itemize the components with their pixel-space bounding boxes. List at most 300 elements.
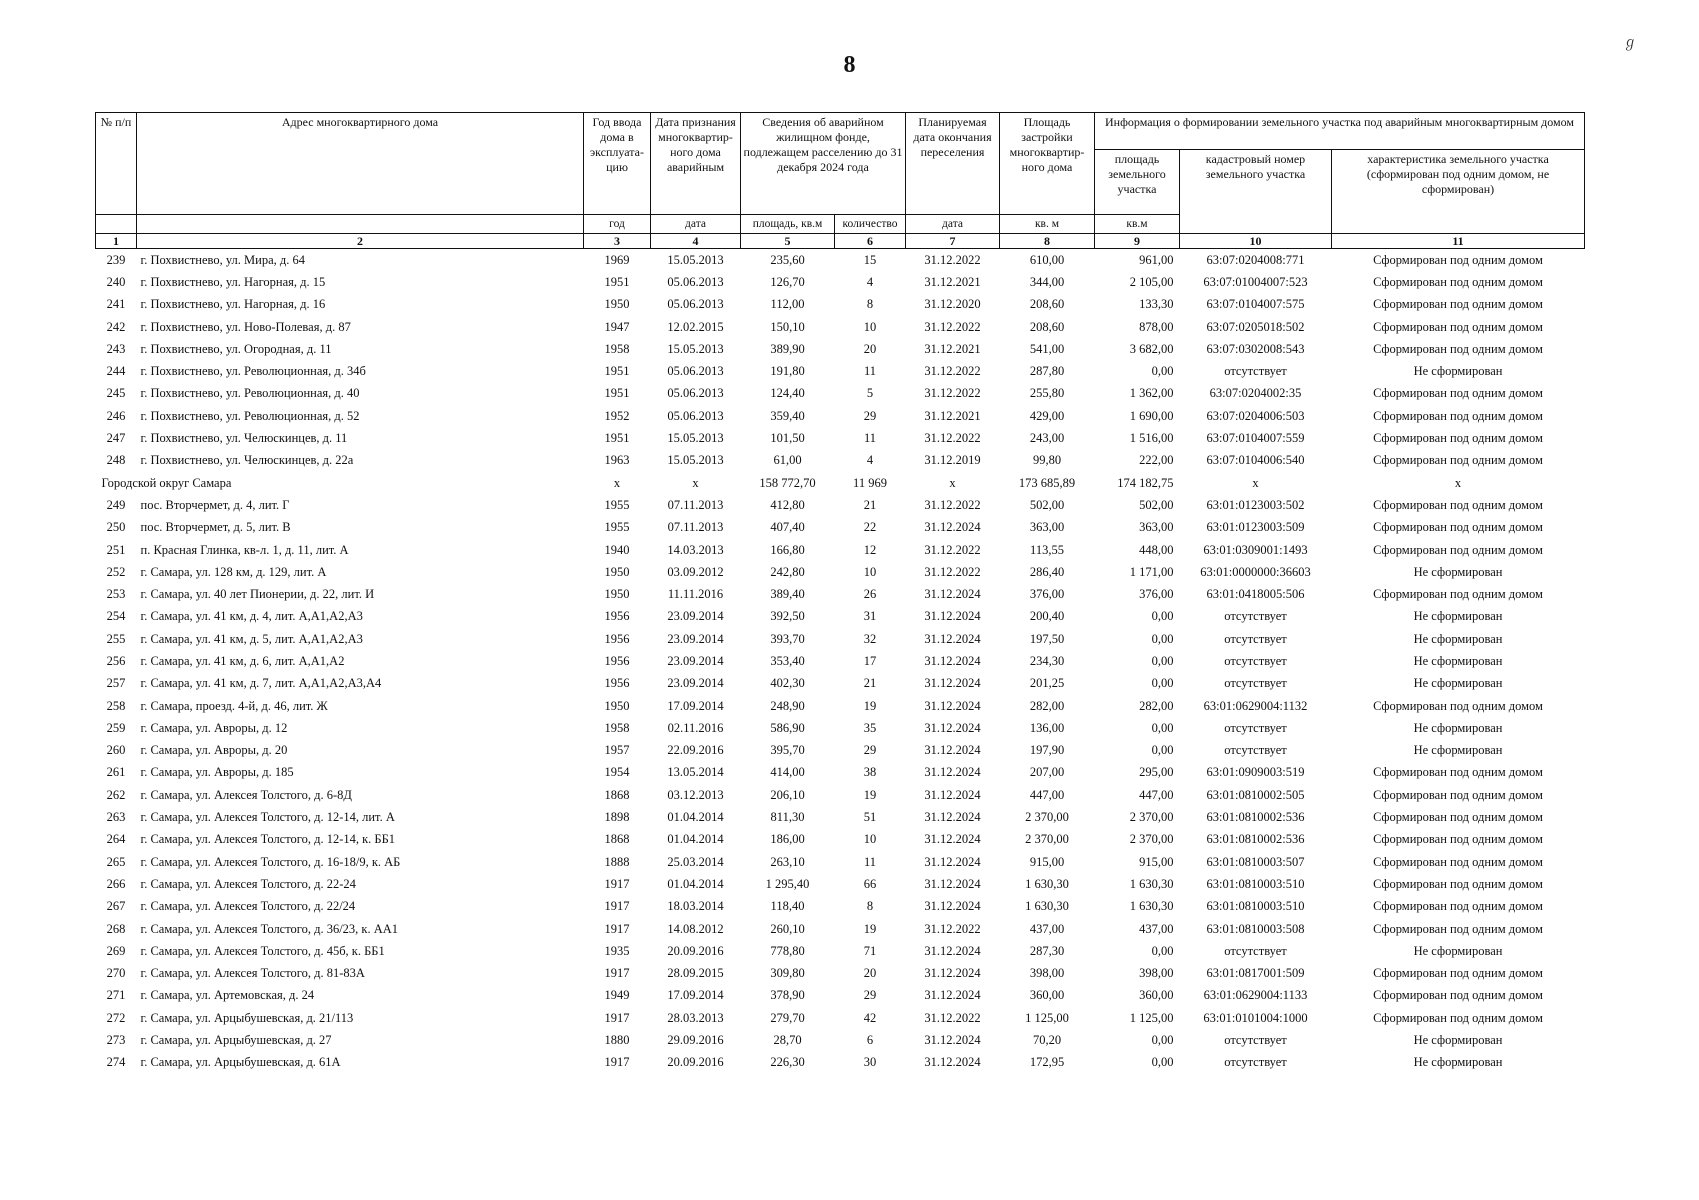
row-date: 03.09.2012 xyxy=(667,564,724,579)
row-planned-date: 31.12.2024 xyxy=(924,765,981,780)
table-row xyxy=(96,494,1585,516)
row-land-area: 2 105,00 xyxy=(1129,274,1174,289)
table-row xyxy=(96,985,1585,1007)
row-planned-date: 31.12.2024 xyxy=(924,787,981,802)
row-number: 262 xyxy=(106,787,126,802)
row-built-area: 286,40 xyxy=(1029,564,1065,579)
row-address: г. Самара, ул. Алексея Толстого, д. 36/23, к. АА1 xyxy=(140,921,399,936)
table-row xyxy=(96,1029,1585,1051)
row-count: 11 xyxy=(863,364,877,379)
row-land-area: 1 362,00 xyxy=(1129,386,1174,401)
row-year: 1917 xyxy=(604,966,630,981)
row-address: г. Самара, ул. 41 км, д. 4, лит. А,А1,А2,А3 xyxy=(140,609,363,624)
row-land-status: Не сформирован xyxy=(1413,564,1503,579)
row-land-status: Не сформирован xyxy=(1413,653,1503,668)
row-land-area: 0,00 xyxy=(1151,653,1174,668)
row-built-area: 287,30 xyxy=(1029,943,1065,958)
row-date: 23.09.2014 xyxy=(667,609,724,624)
row-address: г. Самара, ул. Арцыбушевская, д. 61А xyxy=(140,1055,341,1070)
page-number: 8 xyxy=(843,52,856,78)
row-date: 13.05.2014 xyxy=(667,765,724,780)
row-cadastral: отсутствует xyxy=(1224,1033,1287,1048)
row-land-status: Не сформирован xyxy=(1413,1055,1503,1070)
row-area: 126,70 xyxy=(770,274,805,289)
row-number: 245 xyxy=(106,386,126,401)
row-count: 10 xyxy=(863,564,877,579)
row-built-area: 70,20 xyxy=(1032,1033,1062,1048)
row-number: 261 xyxy=(106,765,126,780)
row-land-area: 2 370,00 xyxy=(1129,832,1174,847)
row-date: 29.09.2016 xyxy=(667,1033,724,1048)
row-year: 1951 xyxy=(604,274,630,289)
row-count: 10 xyxy=(863,832,877,847)
row-number: 269 xyxy=(106,943,126,958)
row-address: г. Самара, ул. 41 км, д. 6, лит. А,А1,А2 xyxy=(140,653,345,668)
table-row xyxy=(96,338,1585,360)
row-land-area: 360,00 xyxy=(1139,988,1174,1003)
row-land-area: 961,00 xyxy=(1139,252,1174,267)
row-land-area: 0,00 xyxy=(1151,609,1174,624)
unit-num xyxy=(96,215,137,234)
row-built-area: 1 125,00 xyxy=(1025,1010,1069,1025)
row-number: 254 xyxy=(106,609,126,624)
row-date: 17.09.2014 xyxy=(667,698,724,713)
row-area: 407,40 xyxy=(770,520,805,535)
row-cadastral: 63:01:0810003:508 xyxy=(1206,921,1305,936)
row-number: 246 xyxy=(106,408,126,423)
row-cadastral: 63:01:0101004:1000 xyxy=(1203,1010,1308,1025)
col-number: 7 xyxy=(906,234,1000,249)
row-built-area: 197,50 xyxy=(1029,631,1065,646)
row-number: 242 xyxy=(106,319,126,334)
row-number: 268 xyxy=(106,921,126,936)
row-year: 1954 xyxy=(604,765,630,780)
row-land-area: 1 690,00 xyxy=(1129,408,1174,423)
row-cadastral: отсутствует xyxy=(1224,743,1287,758)
row-count: 12 xyxy=(863,542,877,557)
row-address: г. Самара, ул. Алексея Толстого, д. 12-14, лит. А xyxy=(140,810,395,825)
table-row xyxy=(96,851,1585,873)
row-count: 32 xyxy=(863,631,877,646)
row-year: 1947 xyxy=(604,319,630,334)
unit-year: год xyxy=(584,215,651,234)
row-built-area: 172,95 xyxy=(1029,1055,1065,1070)
row-built-area: 208,60 xyxy=(1029,297,1065,312)
row-date: 15.05.2013 xyxy=(667,252,724,267)
row-land-area: 398,00 xyxy=(1139,966,1174,981)
row-number: 244 xyxy=(106,364,126,379)
unit-area: площадь, кв.м xyxy=(741,215,835,234)
row-address: г. Похвистнево, ул. Челюскинцев, д. 22а xyxy=(140,453,354,468)
row-address: г. Самара, проезд. 4-й, д. 46, лит. Ж xyxy=(140,698,328,713)
row-land-area: 0,00 xyxy=(1151,720,1174,735)
row-land-status: Не сформирован xyxy=(1413,631,1503,646)
row-count: 30 xyxy=(863,1055,877,1070)
row-count: 4 xyxy=(866,453,874,468)
row-land-status: х xyxy=(1454,475,1462,490)
row-built-area: 282,00 xyxy=(1029,698,1065,713)
table-row xyxy=(96,873,1585,895)
row-count: 20 xyxy=(863,966,877,981)
row-area: 395,70 xyxy=(770,743,805,758)
row-date: 01.04.2014 xyxy=(667,832,724,847)
col-number: 1 xyxy=(96,234,137,249)
row-date: 18.03.2014 xyxy=(667,899,724,914)
row-land-status: Не сформирован xyxy=(1413,743,1503,758)
row-number: 259 xyxy=(106,720,126,735)
row-count: 51 xyxy=(863,810,877,825)
row-address: г. Похвистнево, ул. Нагорная, д. 16 xyxy=(140,297,326,312)
row-land-status: Сформирован под одним домом xyxy=(1373,787,1543,802)
row-planned-date: 31.12.2019 xyxy=(924,453,981,468)
row-land-area: 0,00 xyxy=(1151,943,1174,958)
row-date: 03.12.2013 xyxy=(667,787,724,802)
row-built-area: 197,90 xyxy=(1029,743,1065,758)
row-year: 1969 xyxy=(604,252,630,267)
row-cadastral: 63:01:0909003:519 xyxy=(1206,765,1305,780)
row-planned-date: 31.12.2022 xyxy=(924,564,981,579)
row-land-status: Сформирован под одним домом xyxy=(1373,810,1543,825)
row-land-status: Не сформирован xyxy=(1413,943,1503,958)
row-year: 1956 xyxy=(604,676,630,691)
row-planned-date: 31.12.2024 xyxy=(924,676,981,691)
col-number: 5 xyxy=(741,234,835,249)
row-built-area: 234,30 xyxy=(1029,653,1065,668)
row-date: 05.06.2013 xyxy=(667,364,724,379)
row-built-area: 136,00 xyxy=(1029,720,1065,735)
row-address: г. Самара, ул. Артемовская, д. 24 xyxy=(140,988,315,1003)
header-planned: Планируемая дата окончания переселения xyxy=(906,113,1000,215)
row-address: г. Самара, ул. Алексея Толстого, д. 6-8Д xyxy=(140,787,352,802)
row-land-area: 502,00 xyxy=(1139,497,1174,512)
row-count: 11 xyxy=(863,854,877,869)
row-date: 05.06.2013 xyxy=(667,297,724,312)
row-address: г. Самара, ул. Алексея Толстого, д. 22/24 xyxy=(140,899,356,914)
row-land-status: Не сформирован xyxy=(1413,364,1503,379)
row-number: 260 xyxy=(106,743,126,758)
row-address: г. Самара, ул. Авроры, д. 12 xyxy=(140,720,288,735)
table-body xyxy=(96,249,1585,1074)
row-address: г. Похвистнево, ул. Революционная, д. 34б xyxy=(140,364,366,379)
row-count: 15 xyxy=(863,252,877,267)
row-built-area: 207,00 xyxy=(1029,765,1065,780)
row-date: 20.09.2016 xyxy=(667,943,724,958)
header-fund: Сведения об аварийном жилищном фонде, подлежащем расселению до 31 декабря 2024 года xyxy=(741,113,906,215)
row-date: 17.09.2014 xyxy=(667,988,724,1003)
row-date: 28.03.2013 xyxy=(667,1010,724,1025)
row-area: 206,10 xyxy=(770,787,805,802)
row-address: пос. Вторчермет, д. 4, лит. Г xyxy=(140,497,290,512)
row-date: 12.02.2015 xyxy=(667,319,724,334)
row-planned-date: 31.12.2024 xyxy=(924,988,981,1003)
row-built-area: 1 630,30 xyxy=(1025,876,1069,891)
row-land-area: 437,00 xyxy=(1139,921,1174,936)
row-built-area: 447,00 xyxy=(1029,787,1065,802)
row-date: 01.04.2014 xyxy=(667,810,724,825)
row-land-status: Сформирован под одним домом xyxy=(1373,453,1543,468)
row-address: г. Самара, ул. Авроры, д. 20 xyxy=(140,743,288,758)
row-count: 19 xyxy=(863,698,877,713)
row-cadastral: 63:07:0104007:575 xyxy=(1206,297,1305,312)
table-row xyxy=(96,405,1585,427)
row-land-status: Не сформирован xyxy=(1413,676,1503,691)
row-planned-date: 31.12.2022 xyxy=(924,921,981,936)
row-year: 1949 xyxy=(604,988,630,1003)
unit-planned: дата xyxy=(906,215,1000,234)
row-land-status: Сформирован под одним домом xyxy=(1373,899,1543,914)
row-planned-date: 31.12.2024 xyxy=(924,1055,981,1070)
header-land-char: характеристика земельного участка (сформирован под одним домом, не сформирован) xyxy=(1332,150,1585,234)
row-date: 02.11.2016 xyxy=(667,720,724,735)
row-built-area: 99,80 xyxy=(1032,453,1062,468)
row-planned-date: 31.12.2022 xyxy=(924,1010,981,1025)
row-planned-date: 31.12.2022 xyxy=(924,386,981,401)
row-land-status: Сформирован под одним домом xyxy=(1373,988,1543,1003)
row-cadastral: отсутствует xyxy=(1224,720,1287,735)
row-area: 392,50 xyxy=(770,609,805,624)
row-year: 1956 xyxy=(604,653,630,668)
row-count: 19 xyxy=(863,787,877,802)
table-row xyxy=(96,517,1585,539)
row-land-area: 448,00 xyxy=(1139,542,1174,557)
row-area: 242,80 xyxy=(770,564,805,579)
row-address: г. Похвистнево, ул. Мира, д. 64 xyxy=(140,252,305,267)
row-year: 1917 xyxy=(604,876,630,891)
row-cadastral: 63:01:0000000:36603 xyxy=(1200,564,1311,579)
row-area: 150,10 xyxy=(770,319,805,334)
row-area: 248,90 xyxy=(770,698,805,713)
row-planned-date: 31.12.2024 xyxy=(924,631,981,646)
row-number: 253 xyxy=(106,587,126,602)
row-number: 264 xyxy=(106,832,126,847)
row-land-status: Сформирован под одним домом xyxy=(1373,520,1543,535)
row-planned-date: 31.12.2024 xyxy=(924,854,981,869)
table-row xyxy=(96,806,1585,828)
row-area: 124,40 xyxy=(770,386,805,401)
header-cadastral: кадастровый номер земельного участка xyxy=(1180,150,1332,234)
row-cadastral: отсутствует xyxy=(1224,364,1287,379)
unit-land: кв.м xyxy=(1095,215,1180,234)
row-number: 266 xyxy=(106,876,126,891)
row-planned-date: 31.12.2024 xyxy=(924,832,981,847)
row-number: 240 xyxy=(106,274,126,289)
table-row xyxy=(96,249,1585,272)
row-count: 71 xyxy=(863,943,877,958)
region-name: Городской округ Самара xyxy=(101,475,232,490)
row-land-status: Сформирован под одним домом xyxy=(1373,587,1543,602)
row-land-area: 878,00 xyxy=(1139,319,1174,334)
row-land-area: 2 370,00 xyxy=(1129,810,1174,825)
row-land-status: Сформирован под одним домом xyxy=(1373,341,1543,356)
row-land-status: Сформирован под одним домом xyxy=(1373,386,1543,401)
row-land-area: 0,00 xyxy=(1151,1033,1174,1048)
row-year: 1917 xyxy=(604,899,630,914)
row-land-status: Сформирован под одним домом xyxy=(1373,832,1543,847)
table-row xyxy=(96,896,1585,918)
row-land-area: 915,00 xyxy=(1139,854,1174,869)
row-count: 5 xyxy=(866,386,874,401)
col-number: 4 xyxy=(651,234,741,249)
row-year: х xyxy=(613,475,621,490)
row-planned-date: 31.12.2022 xyxy=(924,364,981,379)
row-date: 07.11.2013 xyxy=(667,497,724,512)
row-count: 10 xyxy=(863,319,877,334)
table-row xyxy=(96,271,1585,293)
row-address: г. Самара, ул. Арцыбушевская, д. 21/113 xyxy=(140,1010,354,1025)
row-address: г. Самара, ул. Алексея Толстого, д. 45б, к. ББ1 xyxy=(140,943,385,958)
row-cadastral: отсутствует xyxy=(1224,653,1287,668)
row-count: 20 xyxy=(863,341,877,356)
header-address: Адрес многоквартирного дома xyxy=(137,113,584,215)
row-year: 1950 xyxy=(604,587,630,602)
row-area: 101,50 xyxy=(770,431,805,446)
table-row xyxy=(96,1007,1585,1029)
row-land-status: Сформирован под одним домом xyxy=(1373,408,1543,423)
row-built-area: 200,40 xyxy=(1029,609,1065,624)
row-number: 243 xyxy=(106,341,126,356)
row-land-area: 295,00 xyxy=(1139,765,1174,780)
row-cadastral: 63:01:0123003:502 xyxy=(1206,497,1305,512)
row-year: 1955 xyxy=(604,520,630,535)
row-area: 226,30 xyxy=(770,1055,805,1070)
row-count: 22 xyxy=(863,520,877,535)
row-year: 1950 xyxy=(604,698,630,713)
row-address: г. Похвистнево, ул. Революционная, д. 40 xyxy=(140,386,360,401)
header-year: Год ввода дома в эксплуата-цию xyxy=(584,113,651,215)
row-land-area: 0,00 xyxy=(1151,743,1174,758)
row-date: 14.03.2013 xyxy=(667,542,724,557)
row-land-status: Сформирован под одним домом xyxy=(1373,319,1543,334)
row-cadastral: 63:01:0309001:1493 xyxy=(1203,542,1308,557)
row-land-area: 1 125,00 xyxy=(1129,1010,1174,1025)
row-built-area: 2 370,00 xyxy=(1025,810,1069,825)
table-row xyxy=(96,650,1585,672)
row-planned-date: 31.12.2024 xyxy=(924,698,981,713)
row-built-area: 2 370,00 xyxy=(1025,832,1069,847)
row-land-area: 447,00 xyxy=(1139,787,1174,802)
row-cadastral: отсутствует xyxy=(1224,676,1287,691)
row-planned-date: 31.12.2022 xyxy=(924,319,981,334)
row-area: 811,30 xyxy=(770,810,805,825)
row-land-area: 0,00 xyxy=(1151,676,1174,691)
row-cadastral: 63:01:0629004:1132 xyxy=(1203,698,1308,713)
row-planned-date: 31.12.2024 xyxy=(924,743,981,758)
row-number: 252 xyxy=(106,564,126,579)
row-cadastral: х xyxy=(1252,475,1259,490)
row-address: г. Самара, ул. Алексея Толстого, д. 16-18/9, к. АБ xyxy=(140,854,401,869)
row-year: 1917 xyxy=(604,921,630,936)
row-area: 1 295,40 xyxy=(765,876,810,891)
row-area: 166,80 xyxy=(770,542,805,557)
row-planned-date: 31.12.2020 xyxy=(924,297,981,312)
row-number: 250 xyxy=(106,520,126,535)
row-area: 118,40 xyxy=(770,899,805,914)
row-planned-date: 31.12.2022 xyxy=(924,497,981,512)
row-planned-date: 31.12.2024 xyxy=(924,876,981,891)
row-count: 35 xyxy=(863,720,877,735)
row-planned-date: 31.12.2024 xyxy=(924,609,981,624)
row-year: 1898 xyxy=(604,810,630,825)
row-built-area: 344,00 xyxy=(1029,274,1065,289)
row-count: 21 xyxy=(863,676,877,691)
row-address: п. Красная Глинка, кв-л. 1, д. 11, лит. А xyxy=(140,542,349,557)
row-year: 1950 xyxy=(604,564,630,579)
row-date: 23.09.2014 xyxy=(667,631,724,646)
row-date: 05.06.2013 xyxy=(667,274,724,289)
table-row xyxy=(96,427,1585,449)
row-count: 8 xyxy=(866,899,874,914)
row-built-area: 360,00 xyxy=(1029,988,1065,1003)
row-number: 273 xyxy=(106,1033,126,1048)
row-built-area: 243,00 xyxy=(1029,431,1065,446)
col-number: 9 xyxy=(1095,234,1180,249)
row-land-area: 1 171,00 xyxy=(1129,564,1174,579)
scan-mark: ℊ xyxy=(1623,36,1637,51)
row-cadastral: 63:07:0205018:502 xyxy=(1206,319,1305,334)
row-planned-date: 31.12.2024 xyxy=(924,966,981,981)
row-built-area: 1 630,30 xyxy=(1025,899,1069,914)
row-cadastral: 63:01:0810002:505 xyxy=(1206,787,1305,802)
row-area: 402,30 xyxy=(770,676,805,691)
row-date: 15.05.2013 xyxy=(667,431,724,446)
table-row xyxy=(96,583,1585,605)
row-land-area: 1 630,30 xyxy=(1129,876,1174,891)
row-cadastral: 63:07:01004007:523 xyxy=(1203,274,1308,289)
row-address: г. Самара, ул. Арцыбушевская, д. 27 xyxy=(140,1033,332,1048)
table-row xyxy=(96,628,1585,650)
unit-count: количество xyxy=(835,215,906,234)
row-date: 15.05.2013 xyxy=(667,453,724,468)
row-land-area: 0,00 xyxy=(1151,1055,1174,1070)
table-row xyxy=(96,740,1585,762)
row-built-area: 255,80 xyxy=(1029,386,1065,401)
row-date: 20.09.2016 xyxy=(667,1055,724,1070)
row-area: 393,70 xyxy=(770,631,805,646)
row-count: 4 xyxy=(866,274,874,289)
row-count: 6 xyxy=(866,1033,874,1048)
row-number: 272 xyxy=(106,1010,126,1025)
row-number: 241 xyxy=(106,297,126,312)
table-header xyxy=(96,113,1585,249)
row-cadastral: 63:01:0810002:536 xyxy=(1206,810,1305,825)
row-area: 353,40 xyxy=(770,653,805,668)
row-date: х xyxy=(692,475,699,490)
row-area: 378,90 xyxy=(770,988,805,1003)
row-count: 66 xyxy=(863,876,877,891)
row-number: 239 xyxy=(106,252,126,267)
row-count: 31 xyxy=(863,609,877,624)
row-number: 267 xyxy=(106,899,126,914)
row-year: 1917 xyxy=(604,1055,630,1070)
row-land-area: 0,00 xyxy=(1151,364,1174,379)
row-built-area: 208,60 xyxy=(1029,319,1065,334)
row-year: 1951 xyxy=(604,364,630,379)
row-address: г. Самара, ул. Алексея Толстого, д. 81-83А xyxy=(140,966,365,981)
row-land-area: 133,30 xyxy=(1139,297,1174,312)
row-land-status: Не сформирован xyxy=(1413,720,1503,735)
row-area: 389,40 xyxy=(770,587,805,602)
row-year: 1956 xyxy=(604,631,630,646)
row-cadastral: 63:01:0418005:506 xyxy=(1206,587,1305,602)
row-built-area: 541,00 xyxy=(1029,341,1065,356)
row-planned-date: 31.12.2024 xyxy=(924,899,981,914)
row-area: 279,70 xyxy=(770,1010,805,1025)
table-row xyxy=(96,1052,1585,1074)
row-address: г. Самара, ул. Авроры, д. 185 xyxy=(140,765,294,780)
header-land: Информация о формировании земельного участка под аварийным многоквартирным домом xyxy=(1095,113,1585,150)
row-cadastral: 63:07:0302008:543 xyxy=(1206,341,1305,356)
unit-date: дата xyxy=(651,215,741,234)
